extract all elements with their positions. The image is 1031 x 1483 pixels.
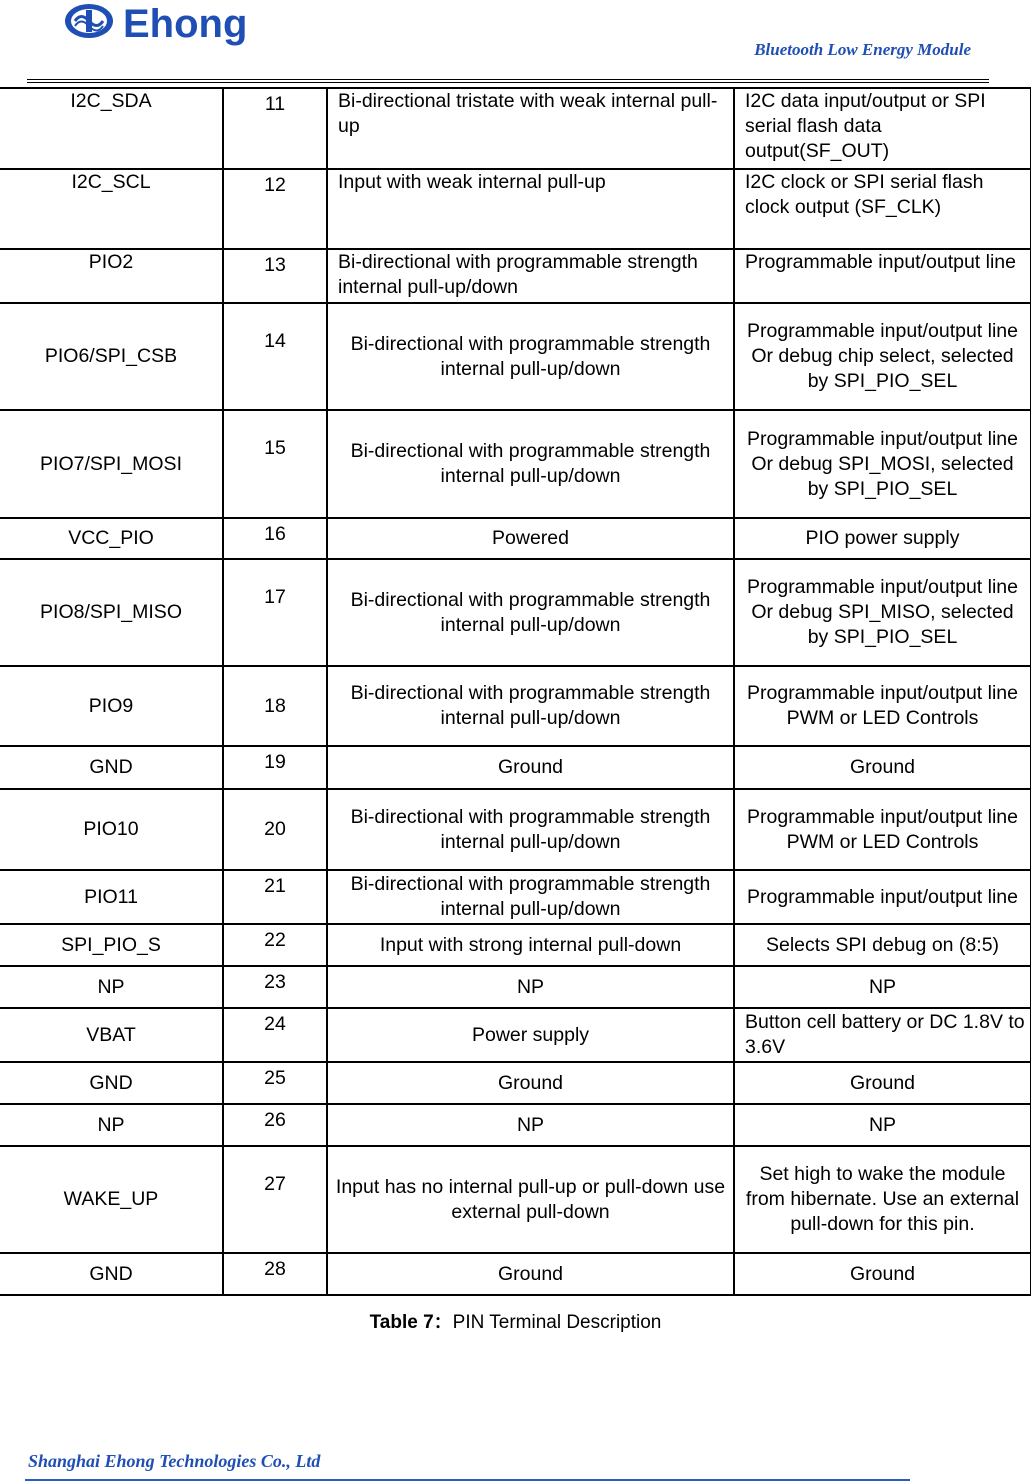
pin-type: Bi-directional with programmable strength internal pull-up/down <box>327 410 734 518</box>
pin-number: 23 <box>223 966 327 1008</box>
pin-name: GND <box>0 746 223 789</box>
pin-description: Ground <box>734 746 1031 789</box>
table-row <box>0 789 1031 870</box>
pin-name: GND <box>0 1253 223 1295</box>
ehong-logo-icon <box>63 0 303 46</box>
pin-description: Button cell battery or DC 1.8V to 3.6V <box>734 1008 1031 1062</box>
table-caption-text: PIN Terminal Description <box>452 1312 662 1333</box>
pin-description: Programmable input/output line <box>734 870 1031 924</box>
company-logo <box>63 0 303 46</box>
pin-name: PIO11 <box>0 870 223 924</box>
pin-type: Ground <box>327 1062 734 1104</box>
pin-description: Programmable input/output line Or debug SPI_MOSI, selected by SPI_PIO_SEL <box>734 410 1031 518</box>
pin-number: 17 <box>223 559 327 666</box>
table-row <box>0 169 1031 249</box>
pin-number: 20 <box>223 789 327 870</box>
pin-type: Input with strong internal pull-down <box>327 924 734 966</box>
pin-number: 13 <box>223 249 327 303</box>
pin-number: 19 <box>223 746 327 789</box>
pin-name: WAKE_UP <box>0 1146 223 1253</box>
pin-type: Bi-directional with programmable strength internal pull-up/down <box>327 249 734 303</box>
pin-terminal-table <box>0 87 1031 1296</box>
pin-type: Input with weak internal pull-up <box>327 169 734 249</box>
table-row <box>0 303 1031 410</box>
pin-type: Power supply <box>327 1008 734 1062</box>
pin-type: NP <box>327 1104 734 1146</box>
pin-type: NP <box>327 966 734 1008</box>
pin-description: I2C data input/output or SPI serial flash data output(SF_OUT) <box>734 88 1031 169</box>
pin-name: VCC_PIO <box>0 518 223 559</box>
pin-type: Bi-directional with programmable strength internal pull-up/down <box>327 789 734 870</box>
pin-description: Programmable input/output line Or debug chip select, selected by SPI_PIO_SEL <box>734 303 1031 410</box>
header-title: Bluetooth Low Energy Module <box>754 40 971 59</box>
pin-number: 28 <box>223 1253 327 1295</box>
header-divider <box>27 79 989 80</box>
footer-divider <box>25 1479 910 1481</box>
pin-number: 26 <box>223 1104 327 1146</box>
pin-name: SPI_PIO_S <box>0 924 223 966</box>
pin-type: Ground <box>327 746 734 789</box>
table-caption <box>0 1307 1031 1334</box>
table-row <box>0 1146 1031 1253</box>
pin-name: GND <box>0 1062 223 1104</box>
table-row <box>0 1008 1031 1062</box>
pin-name: PIO7/SPI_MOSI <box>0 410 223 518</box>
pin-number: 22 <box>223 924 327 966</box>
pin-name: NP <box>0 966 223 1008</box>
pin-name: I2C_SDA <box>0 88 223 169</box>
pin-description: Set high to wake the module from hibernate. Use an external pull-down for this pin. <box>734 1146 1031 1253</box>
pin-name: NP <box>0 1104 223 1146</box>
pin-type: Bi-directional with programmable strength internal pull-up/down <box>327 303 734 410</box>
pin-number: 16 <box>223 518 327 559</box>
pin-description: Programmable input/output line PWM or LED Controls <box>734 666 1031 746</box>
pin-type: Bi-directional tristate with weak internal pull-up <box>327 88 734 169</box>
pin-name: PIO6/SPI_CSB <box>0 303 223 410</box>
pin-description: PIO power supply <box>734 518 1031 559</box>
pin-description: NP <box>734 966 1031 1008</box>
table-row <box>0 1062 1031 1104</box>
table-row <box>0 870 1031 924</box>
header-divider-secondary <box>27 82 989 83</box>
table-row <box>0 518 1031 559</box>
table-row <box>0 966 1031 1008</box>
pin-number: 11 <box>223 88 327 169</box>
pin-name: PIO10 <box>0 789 223 870</box>
footer-company: Shanghai Ehong Technologies Co., Ltd <box>28 1451 321 1471</box>
pin-description: Ground <box>734 1253 1031 1295</box>
table-row <box>0 746 1031 789</box>
pin-number: 15 <box>223 410 327 518</box>
pin-number: 14 <box>223 303 327 410</box>
pin-description: Selects SPI debug on (8:5) <box>734 924 1031 966</box>
pin-number: 21 <box>223 870 327 924</box>
pin-description: Programmable input/output line Or debug SPI_MISO, selected by SPI_PIO_SEL <box>734 559 1031 666</box>
pin-description: NP <box>734 1104 1031 1146</box>
pin-number: 27 <box>223 1146 327 1253</box>
pin-description: Programmable input/output line PWM or LED Controls <box>734 789 1031 870</box>
pin-type: Powered <box>327 518 734 559</box>
pin-name: PIO9 <box>0 666 223 746</box>
pin-name: I2C_SCL <box>0 169 223 249</box>
table-row <box>0 1104 1031 1146</box>
table-row <box>0 88 1031 169</box>
pin-name: PIO2 <box>0 249 223 303</box>
pin-type: Input has no internal pull-up or pull-down use external pull-down <box>327 1146 734 1253</box>
pin-number: 24 <box>223 1008 327 1062</box>
table-row <box>0 666 1031 746</box>
table-row <box>0 924 1031 966</box>
table-row <box>0 410 1031 518</box>
svg-text:Ehong: Ehong <box>123 2 248 46</box>
pin-description: I2C clock or SPI serial flash clock output (SF_CLK) <box>734 169 1031 249</box>
pin-number: 25 <box>223 1062 327 1104</box>
pin-description: Ground <box>734 1062 1031 1104</box>
pin-name: PIO8/SPI_MISO <box>0 559 223 666</box>
pin-number: 18 <box>223 666 327 746</box>
pin-description: Programmable input/output line <box>734 249 1031 303</box>
table-caption-label: Table 7： <box>369 1312 453 1333</box>
pin-type: Bi-directional with programmable strength internal pull-up/down <box>327 559 734 666</box>
pin-name: VBAT <box>0 1008 223 1062</box>
pin-type: Bi-directional with programmable strength internal pull-up/down <box>327 666 734 746</box>
table-row <box>0 249 1031 303</box>
pin-number: 12 <box>223 169 327 249</box>
table-row <box>0 559 1031 666</box>
table-row <box>0 1253 1031 1295</box>
pin-type: Bi-directional with programmable strength internal pull-up/down <box>327 870 734 924</box>
pin-type: Ground <box>327 1253 734 1295</box>
